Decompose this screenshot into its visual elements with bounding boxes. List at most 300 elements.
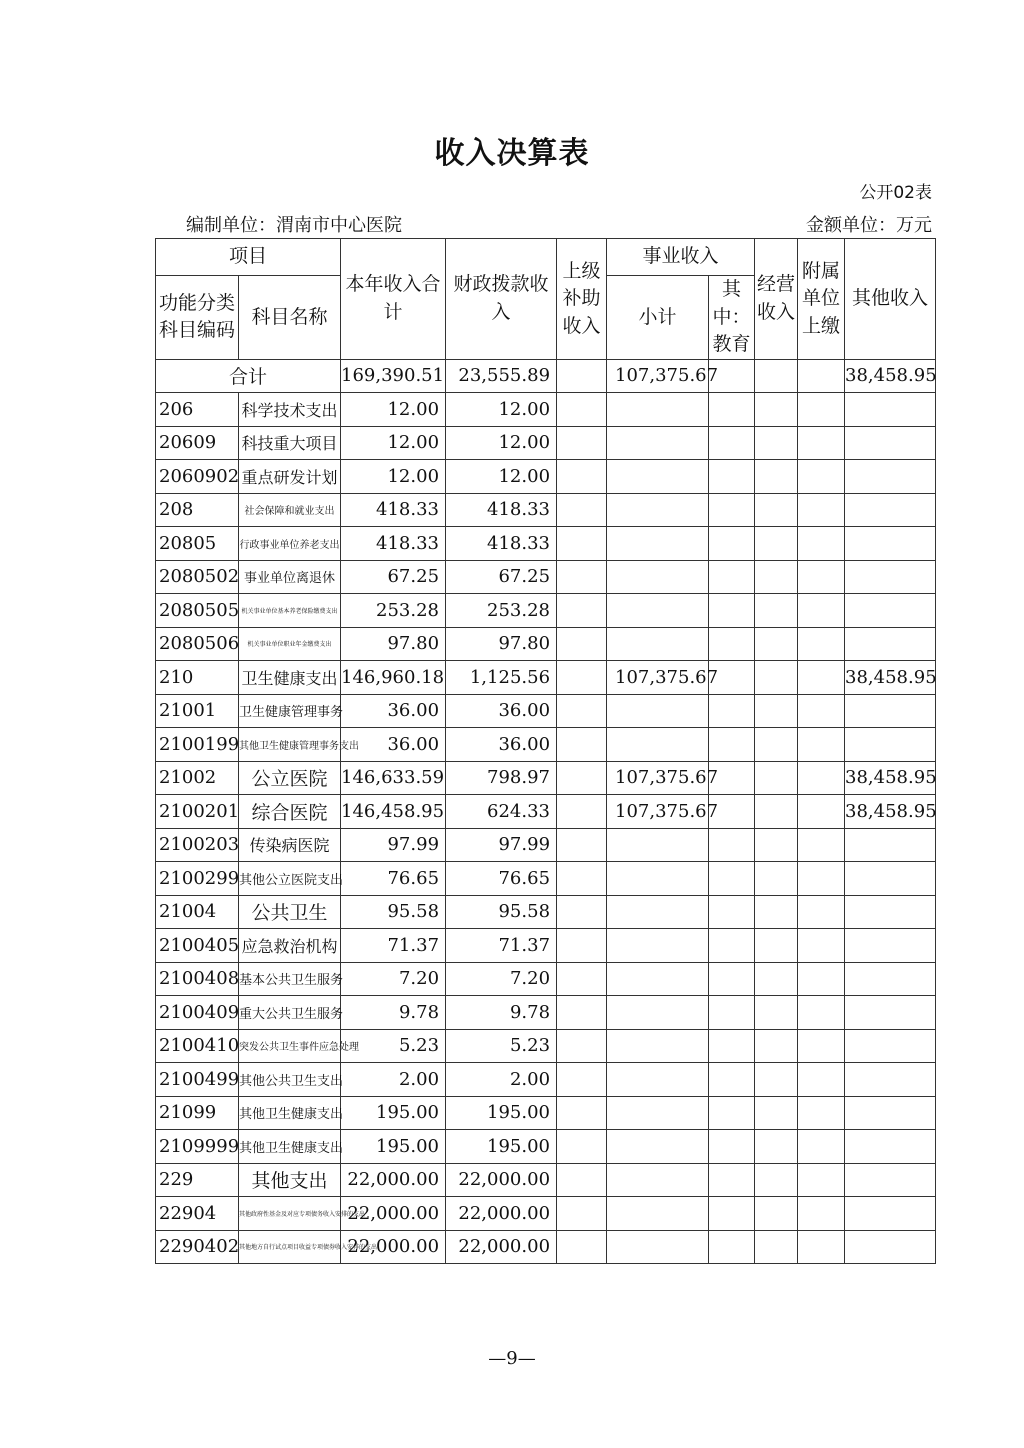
table-row — [156, 728, 936, 762]
total-cell: 146,458.95 — [341, 795, 446, 829]
code-cell: 20609 — [156, 426, 239, 460]
superior-cell — [557, 560, 607, 594]
fiscal-cell: 22,000.00 — [446, 1163, 557, 1197]
code-cell: 2109999 — [156, 1130, 239, 1164]
header-business-edu: 其中：教育 — [709, 276, 755, 360]
total-cell: 418.33 — [341, 527, 446, 561]
income-table — [155, 238, 936, 1264]
operating-cell — [755, 862, 798, 896]
table-row — [156, 929, 936, 963]
subject-name-cell: 突发公共卫生事件应急处理 — [239, 1029, 341, 1063]
table-row — [156, 996, 936, 1030]
fiscal-cell: 5.23 — [446, 1029, 557, 1063]
table-row — [156, 1096, 936, 1130]
business-edu-cell — [709, 962, 755, 996]
operating-cell — [755, 527, 798, 561]
subject-name-cell: 科学技术支出 — [239, 393, 341, 427]
superior-cell — [557, 627, 607, 661]
operating-cell — [755, 1197, 798, 1231]
other-cell: 38,458.95 — [845, 761, 936, 795]
table-row — [156, 426, 936, 460]
total-cell: 97.99 — [341, 828, 446, 862]
affiliate-cell — [798, 359, 845, 393]
business-edu-cell — [709, 493, 755, 527]
business-subtotal-cell — [607, 493, 709, 527]
total-cell: 22,000.00 — [341, 1230, 446, 1264]
affiliate-cell — [798, 1029, 845, 1063]
page-title: 收入决算表 — [434, 136, 590, 171]
operating-cell — [755, 460, 798, 494]
other-cell — [845, 560, 936, 594]
business-subtotal-cell — [607, 1197, 709, 1231]
table-row — [156, 1063, 936, 1097]
subject-name-cell: 社会保障和就业支出 — [239, 493, 341, 527]
code-cell: 20805 — [156, 527, 239, 561]
operating-cell — [755, 1230, 798, 1264]
code-cell: 208 — [156, 493, 239, 527]
other-cell: 38,458.95 — [845, 359, 936, 393]
superior-cell — [557, 527, 607, 561]
business-edu-cell — [709, 728, 755, 762]
affiliate-cell — [798, 393, 845, 427]
operating-cell — [755, 761, 798, 795]
total-cell: 195.00 — [341, 1096, 446, 1130]
fiscal-cell: 97.99 — [446, 828, 557, 862]
superior-cell — [557, 359, 607, 393]
affiliate-cell — [798, 460, 845, 494]
affiliate-cell — [798, 1230, 845, 1264]
table-row — [156, 627, 936, 661]
business-subtotal-cell — [607, 895, 709, 929]
business-subtotal-cell: 107,375.67 — [607, 359, 709, 393]
subject-name-cell: 其他卫生健康管理事务支出 — [239, 728, 341, 762]
total-cell: 22,000.00 — [341, 1163, 446, 1197]
other-cell — [845, 1163, 936, 1197]
subject-name-cell: 行政事业单位养老支出 — [239, 527, 341, 561]
fiscal-cell: 76.65 — [446, 862, 557, 896]
total-cell: 7.20 — [341, 962, 446, 996]
subject-name-cell: 公立医院 — [239, 761, 341, 795]
operating-cell — [755, 996, 798, 1030]
total-cell: 67.25 — [341, 560, 446, 594]
subject-name-cell: 其他政府性基金及对应专项债务收入安排的支出 — [239, 1197, 341, 1231]
header-other: 其他收入 — [845, 239, 936, 360]
operating-cell — [755, 1029, 798, 1063]
business-subtotal-cell: 107,375.67 — [607, 661, 709, 695]
table-row — [156, 761, 936, 795]
code-cell: 2080502 — [156, 560, 239, 594]
superior-cell — [557, 493, 607, 527]
total-cell: 146,960.18 — [341, 661, 446, 695]
fiscal-cell: 23,555.89 — [446, 359, 557, 393]
other-cell — [845, 493, 936, 527]
operating-cell — [755, 828, 798, 862]
business-subtotal-cell — [607, 426, 709, 460]
fiscal-cell: 624.33 — [446, 795, 557, 829]
superior-cell — [557, 460, 607, 494]
total-cell: 97.80 — [341, 627, 446, 661]
other-cell — [845, 527, 936, 561]
code-cell: 21004 — [156, 895, 239, 929]
table-row — [156, 1230, 936, 1264]
subject-name-cell: 其他公共卫生支出 — [239, 1063, 341, 1097]
other-cell — [845, 1130, 936, 1164]
superior-cell — [557, 594, 607, 628]
fiscal-cell: 418.33 — [446, 493, 557, 527]
fiscal-cell: 798.97 — [446, 761, 557, 795]
business-subtotal-cell — [607, 1163, 709, 1197]
business-edu-cell — [709, 460, 755, 494]
operating-cell — [755, 359, 798, 393]
other-cell — [845, 895, 936, 929]
superior-cell — [557, 1029, 607, 1063]
page-number: —9— — [488, 1348, 536, 1369]
total-cell: 418.33 — [341, 493, 446, 527]
table-row — [156, 1130, 936, 1164]
organization-label: 编制单位：渭南市中心医院 — [186, 215, 402, 236]
superior-cell — [557, 1230, 607, 1264]
business-edu-cell — [709, 1163, 755, 1197]
affiliate-cell — [798, 761, 845, 795]
code-cell: 21099 — [156, 1096, 239, 1130]
subject-name-cell: 其他卫生健康支出 — [239, 1130, 341, 1164]
affiliate-cell — [798, 728, 845, 762]
table-row — [156, 828, 936, 862]
subject-name-cell: 应急救治机构 — [239, 929, 341, 963]
code-cell: 2100199 — [156, 728, 239, 762]
superior-cell — [557, 1163, 607, 1197]
total-cell: 12.00 — [341, 393, 446, 427]
other-cell — [845, 594, 936, 628]
business-subtotal-cell — [607, 1130, 709, 1164]
subject-name-cell: 卫生健康管理事务 — [239, 694, 341, 728]
operating-cell — [755, 393, 798, 427]
operating-cell — [755, 493, 798, 527]
business-edu-cell — [709, 426, 755, 460]
table-row — [156, 1029, 936, 1063]
affiliate-cell — [798, 1163, 845, 1197]
operating-cell — [755, 728, 798, 762]
superior-cell — [557, 1096, 607, 1130]
subject-name-cell: 其他公立医院支出 — [239, 862, 341, 896]
business-subtotal-cell — [607, 929, 709, 963]
code-cell: 2100408 — [156, 962, 239, 996]
total-cell: 146,633.59 — [341, 761, 446, 795]
total-cell: 22,000.00 — [341, 1197, 446, 1231]
code-cell: 2100409 — [156, 996, 239, 1030]
code-cell: 2060902 — [156, 460, 239, 494]
fiscal-cell: 12.00 — [446, 393, 557, 427]
code-cell: 2100499 — [156, 1063, 239, 1097]
total-cell: 95.58 — [341, 895, 446, 929]
fiscal-cell: 22,000.00 — [446, 1197, 557, 1231]
superior-cell — [557, 795, 607, 829]
superior-cell — [557, 996, 607, 1030]
header-total: 本年收入合计 — [341, 239, 446, 360]
business-subtotal-cell — [607, 1063, 709, 1097]
business-subtotal-cell — [607, 996, 709, 1030]
affiliate-cell — [798, 1063, 845, 1097]
code-cell: 21001 — [156, 694, 239, 728]
header-business-subtotal: 小计 — [607, 276, 709, 360]
header-subject-name: 科目名称 — [239, 276, 341, 360]
fiscal-cell: 7.20 — [446, 962, 557, 996]
code-cell: 2100201 — [156, 795, 239, 829]
business-subtotal-cell — [607, 694, 709, 728]
affiliate-cell — [798, 594, 845, 628]
superior-cell — [557, 694, 607, 728]
fiscal-cell: 418.33 — [446, 527, 557, 561]
other-cell — [845, 996, 936, 1030]
superior-cell — [557, 426, 607, 460]
subject-name-cell: 公共卫生 — [239, 895, 341, 929]
affiliate-cell — [798, 560, 845, 594]
header-affiliate: 附属单位上缴 — [798, 239, 845, 360]
header-superior: 上级补助收入 — [557, 239, 607, 360]
subject-name-cell: 事业单位离退休 — [239, 560, 341, 594]
code-cell: 21002 — [156, 761, 239, 795]
other-cell — [845, 728, 936, 762]
total-cell: 253.28 — [341, 594, 446, 628]
operating-cell — [755, 560, 798, 594]
affiliate-cell — [798, 661, 845, 695]
business-subtotal-cell — [607, 728, 709, 762]
business-edu-cell — [709, 1029, 755, 1063]
total-label: 合计 — [156, 359, 341, 393]
fiscal-cell: 67.25 — [446, 560, 557, 594]
superior-cell — [557, 661, 607, 695]
fiscal-cell: 71.37 — [446, 929, 557, 963]
operating-cell — [755, 594, 798, 628]
table-row — [156, 694, 936, 728]
fiscal-cell: 97.80 — [446, 627, 557, 661]
fiscal-cell: 22,000.00 — [446, 1230, 557, 1264]
other-cell: 38,458.95 — [845, 661, 936, 695]
code-cell: 2100299 — [156, 862, 239, 896]
business-edu-cell — [709, 828, 755, 862]
business-edu-cell — [709, 929, 755, 963]
business-edu-cell — [709, 527, 755, 561]
subject-name-cell: 重大公共卫生服务 — [239, 996, 341, 1030]
total-cell: 76.65 — [341, 862, 446, 896]
superior-cell — [557, 929, 607, 963]
fiscal-cell: 9.78 — [446, 996, 557, 1030]
other-cell: 38,458.95 — [845, 795, 936, 829]
business-subtotal-cell — [607, 393, 709, 427]
fiscal-cell: 195.00 — [446, 1096, 557, 1130]
fiscal-cell: 195.00 — [446, 1130, 557, 1164]
affiliate-cell — [798, 895, 845, 929]
business-subtotal-cell — [607, 1096, 709, 1130]
total-cell: 36.00 — [341, 728, 446, 762]
affiliate-cell — [798, 996, 845, 1030]
operating-cell — [755, 1130, 798, 1164]
affiliate-cell — [798, 962, 845, 996]
subject-name-cell: 机关事业单位基本养老保险缴费支出 — [239, 594, 341, 628]
table-row — [156, 661, 936, 695]
subject-name-cell: 其他支出 — [239, 1163, 341, 1197]
table-row — [156, 493, 936, 527]
table-row — [156, 895, 936, 929]
business-edu-cell — [709, 627, 755, 661]
superior-cell — [557, 1197, 607, 1231]
business-subtotal-cell — [607, 962, 709, 996]
other-cell — [845, 1197, 936, 1231]
business-subtotal-cell: 107,375.67 — [607, 795, 709, 829]
code-cell: 2080506 — [156, 627, 239, 661]
business-subtotal-cell — [607, 594, 709, 628]
fiscal-cell: 253.28 — [446, 594, 557, 628]
subject-name-cell: 科技重大项目 — [239, 426, 341, 460]
code-cell: 206 — [156, 393, 239, 427]
business-edu-cell — [709, 1063, 755, 1097]
table-row — [156, 862, 936, 896]
superior-cell — [557, 862, 607, 896]
affiliate-cell — [798, 862, 845, 896]
business-edu-cell — [709, 996, 755, 1030]
superior-cell — [557, 828, 607, 862]
other-cell — [845, 1029, 936, 1063]
affiliate-cell — [798, 493, 845, 527]
table-row — [156, 962, 936, 996]
header-fiscal: 财政拨款收入 — [446, 239, 557, 360]
fiscal-cell: 95.58 — [446, 895, 557, 929]
affiliate-cell — [798, 527, 845, 561]
amount-unit-label: 金额单位：万元 — [806, 215, 932, 236]
fiscal-cell: 1,125.56 — [446, 661, 557, 695]
operating-cell — [755, 1063, 798, 1097]
operating-cell — [755, 426, 798, 460]
header-business: 事业收入 — [607, 239, 755, 276]
other-cell — [845, 929, 936, 963]
total-cell: 12.00 — [341, 460, 446, 494]
code-cell: 22904 — [156, 1197, 239, 1231]
subject-name-cell: 卫生健康支出 — [239, 661, 341, 695]
business-edu-cell — [709, 1096, 755, 1130]
affiliate-cell — [798, 627, 845, 661]
total-cell: 9.78 — [341, 996, 446, 1030]
code-cell: 2100405 — [156, 929, 239, 963]
fiscal-cell: 12.00 — [446, 426, 557, 460]
subject-name-cell: 传染病医院 — [239, 828, 341, 862]
other-cell — [845, 393, 936, 427]
table-row — [156, 594, 936, 628]
operating-cell — [755, 627, 798, 661]
affiliate-cell — [798, 1096, 845, 1130]
total-cell: 5.23 — [341, 1029, 446, 1063]
code-cell: 2100410 — [156, 1029, 239, 1063]
total-row — [156, 359, 936, 393]
header-item: 项目 — [156, 239, 341, 276]
header-operating: 经营收入 — [755, 239, 798, 360]
other-cell — [845, 862, 936, 896]
superior-cell — [557, 895, 607, 929]
business-subtotal-cell — [607, 527, 709, 561]
business-edu-cell — [709, 895, 755, 929]
other-cell — [845, 1063, 936, 1097]
operating-cell — [755, 694, 798, 728]
business-edu-cell — [709, 1230, 755, 1264]
fiscal-cell: 2.00 — [446, 1063, 557, 1097]
header-func-code: 功能分类科目编码 — [156, 276, 239, 360]
subject-name-cell: 综合医院 — [239, 795, 341, 829]
business-subtotal-cell — [607, 460, 709, 494]
code-cell: 2080505 — [156, 594, 239, 628]
affiliate-cell — [798, 694, 845, 728]
operating-cell — [755, 661, 798, 695]
business-subtotal-cell — [607, 560, 709, 594]
business-edu-cell — [709, 1197, 755, 1231]
business-edu-cell — [709, 594, 755, 628]
fiscal-cell: 36.00 — [446, 728, 557, 762]
affiliate-cell — [798, 795, 845, 829]
business-edu-cell — [709, 1130, 755, 1164]
other-cell — [845, 426, 936, 460]
table-row — [156, 393, 936, 427]
form-number: 公开02表 — [859, 183, 932, 203]
table-row — [156, 1163, 936, 1197]
superior-cell — [557, 728, 607, 762]
code-cell: 229 — [156, 1163, 239, 1197]
subject-name-cell: 机关事业单位职业年金缴费支出 — [239, 627, 341, 661]
code-cell: 210 — [156, 661, 239, 695]
total-cell: 71.37 — [341, 929, 446, 963]
subject-name-cell: 其他地方自行试点项目收益专项债券收入安排的支出 — [239, 1230, 341, 1264]
total-cell: 195.00 — [341, 1130, 446, 1164]
affiliate-cell — [798, 1197, 845, 1231]
other-cell — [845, 460, 936, 494]
other-cell — [845, 828, 936, 862]
business-subtotal-cell: 107,375.67 — [607, 761, 709, 795]
subject-name-cell: 其他卫生健康支出 — [239, 1096, 341, 1130]
superior-cell — [557, 1063, 607, 1097]
affiliate-cell — [798, 426, 845, 460]
business-subtotal-cell — [607, 862, 709, 896]
table-row — [156, 527, 936, 561]
business-edu-cell — [709, 694, 755, 728]
business-subtotal-cell — [607, 1029, 709, 1063]
affiliate-cell — [798, 828, 845, 862]
other-cell — [845, 627, 936, 661]
subject-name-cell: 基本公共卫生服务 — [239, 962, 341, 996]
table-row — [156, 460, 936, 494]
table-row — [156, 560, 936, 594]
business-subtotal-cell — [607, 828, 709, 862]
fiscal-cell: 36.00 — [446, 694, 557, 728]
superior-cell — [557, 1130, 607, 1164]
affiliate-cell — [798, 929, 845, 963]
operating-cell — [755, 795, 798, 829]
business-edu-cell — [709, 560, 755, 594]
affiliate-cell — [798, 1130, 845, 1164]
table-row — [156, 1197, 936, 1231]
total-cell: 36.00 — [341, 694, 446, 728]
table-row — [156, 795, 936, 829]
code-cell: 2100203 — [156, 828, 239, 862]
total-cell: 169,390.51 — [341, 359, 446, 393]
operating-cell — [755, 962, 798, 996]
operating-cell — [755, 1096, 798, 1130]
other-cell — [845, 1230, 936, 1264]
business-edu-cell — [709, 862, 755, 896]
other-cell — [845, 1096, 936, 1130]
business-edu-cell — [709, 393, 755, 427]
other-cell — [845, 694, 936, 728]
business-subtotal-cell — [607, 1230, 709, 1264]
superior-cell — [557, 393, 607, 427]
business-subtotal-cell — [607, 627, 709, 661]
total-cell: 12.00 — [341, 426, 446, 460]
